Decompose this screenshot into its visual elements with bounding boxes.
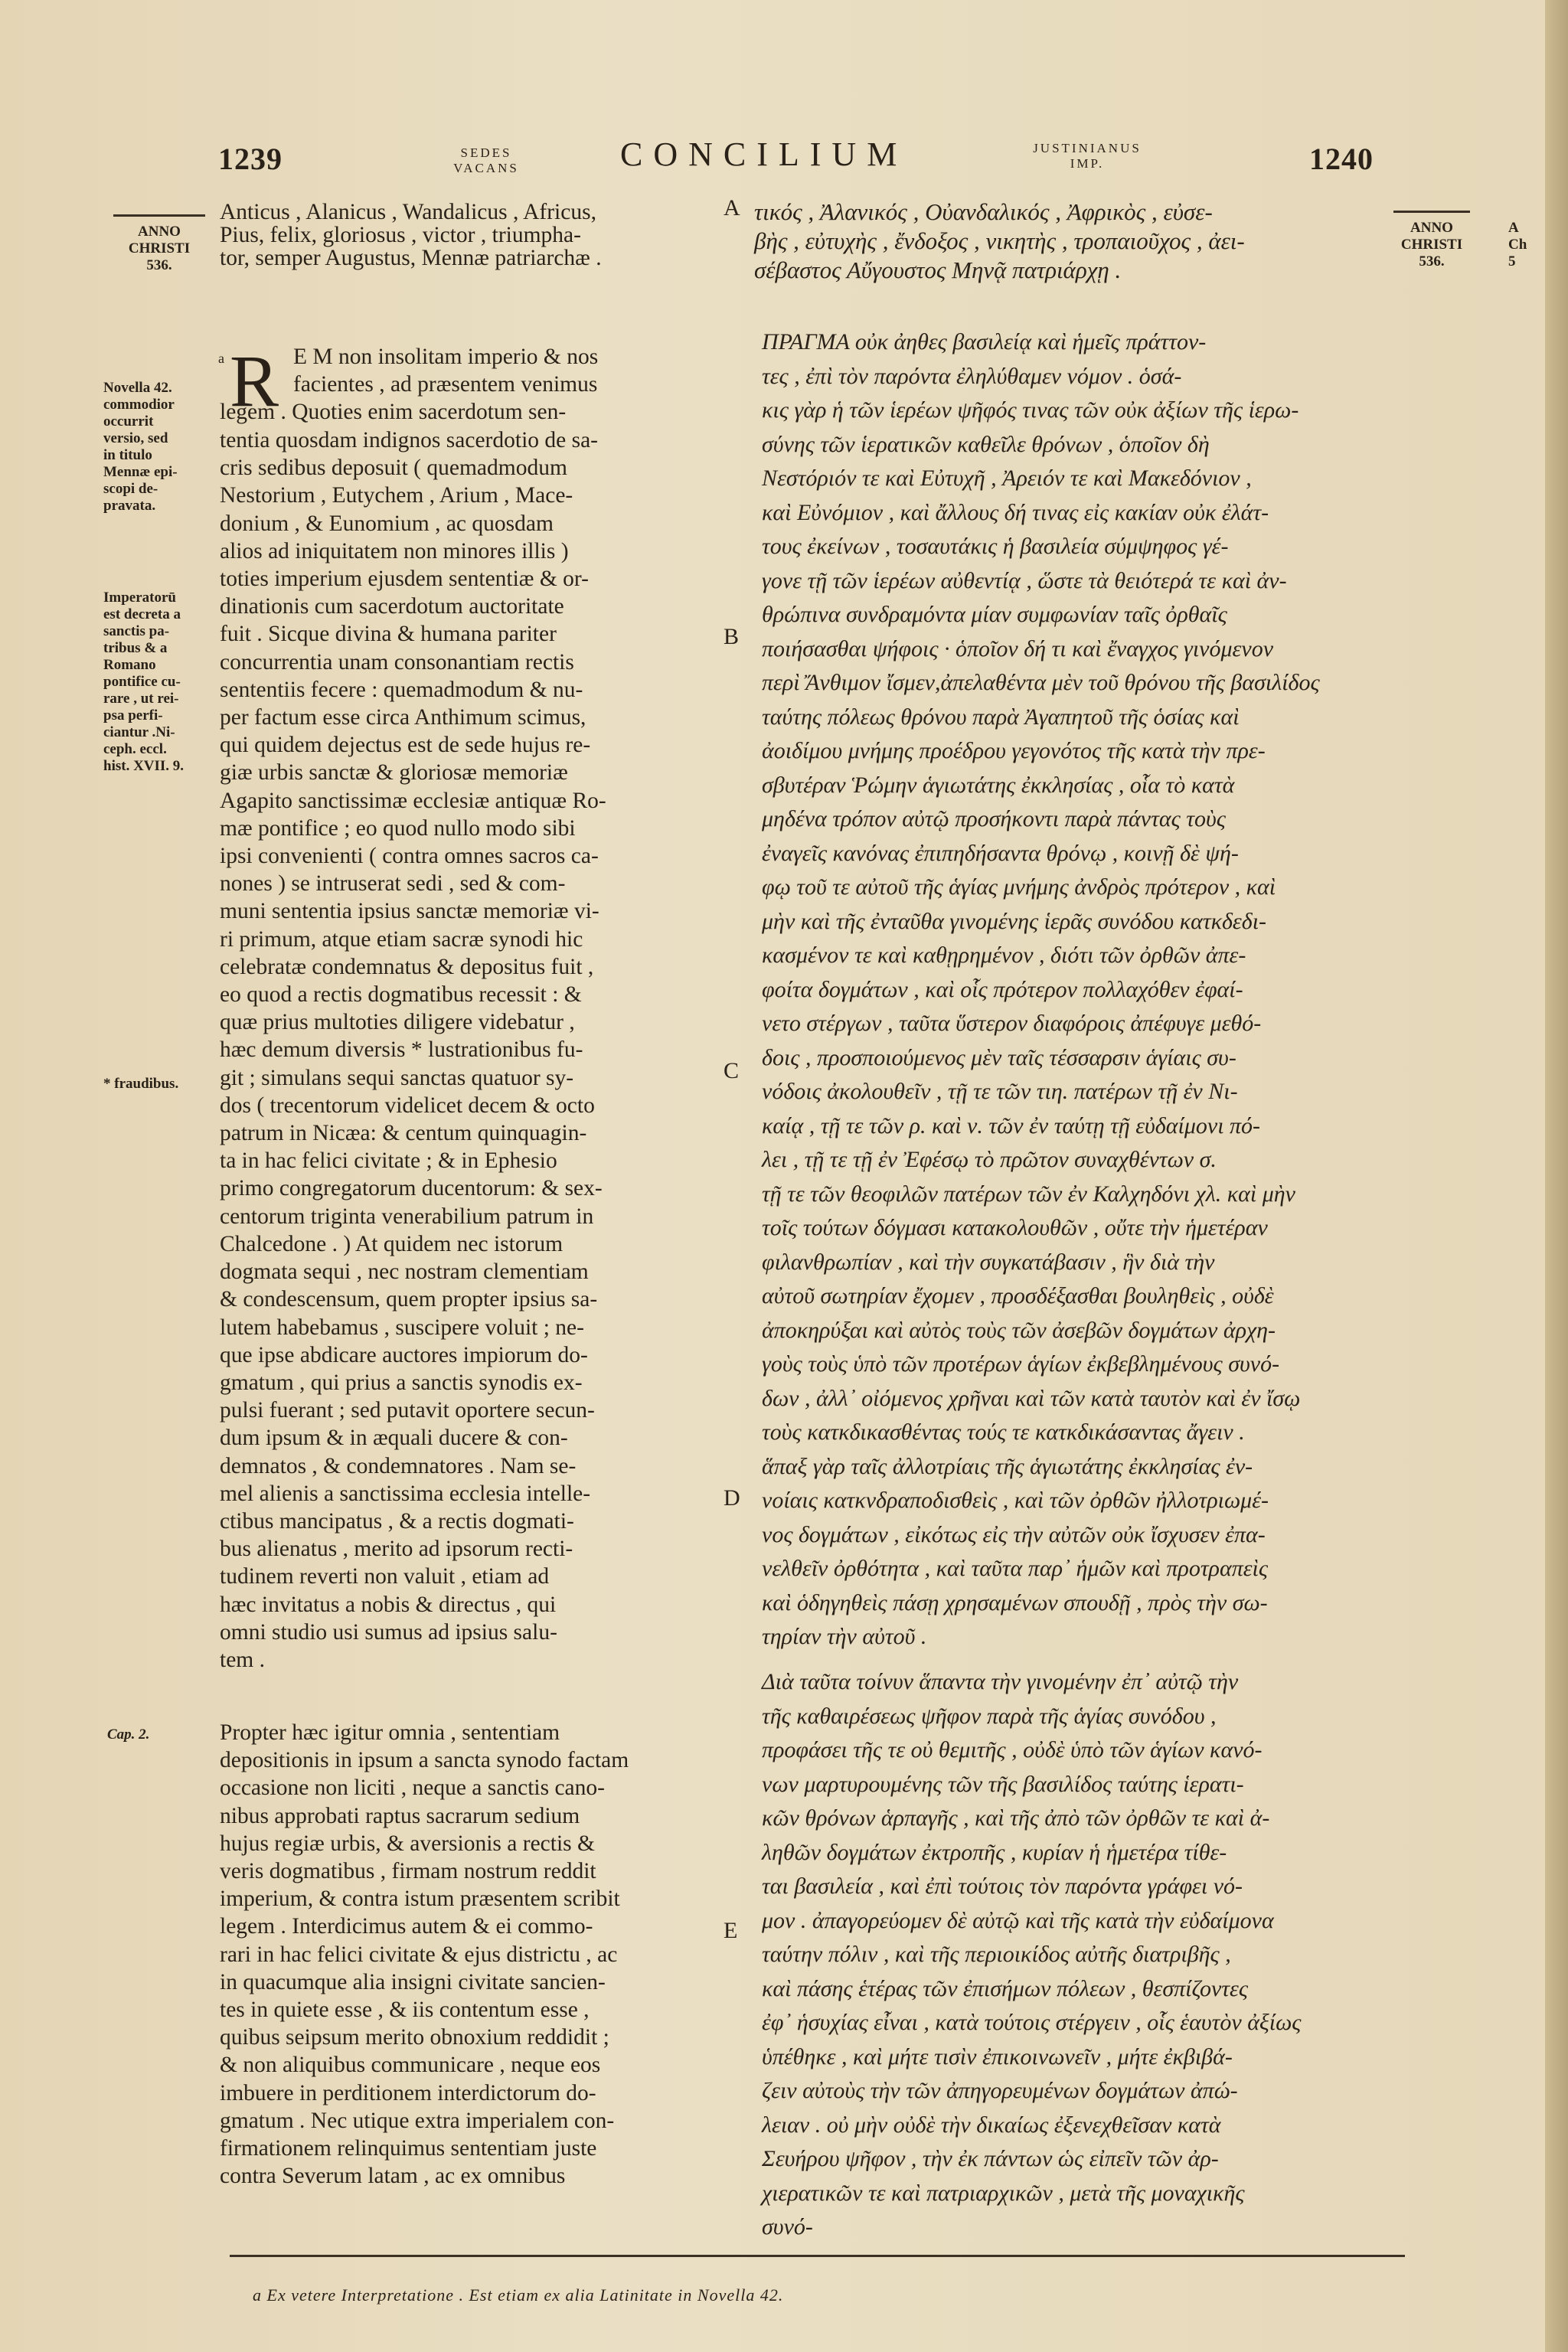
anno-rule-right [1393,211,1470,213]
greek-line: φιλανθρωπίαν , καὶ τὴν συγκατάβασιν , ἣν διὰ τὴν [762,1249,1215,1275]
latin-line: nibus approbati raptus sacrarum sedium [220,1803,580,1828]
greek-line: λει , τῇ τε τῇ ἐν Ἐφέσῳ τὸ πρῶτον συναχθέντων σ. [762,1147,1217,1172]
latin-third-line [220,398,721,426]
greek-line: τους ἐκείνων , τοσαυτάκις ἡ βασιλεία σύμψηφος γέ- [762,534,1229,559]
margin-note-imperator [103,590,214,775]
edge-line: 5 [1508,253,1516,270]
margin-note-line: Romano [103,657,156,673]
greek-line: νελθεῖν ὀρθότητα , καὶ ταῦτα παρ᾽ ἡμῶν καὶ προτραπεὶς [762,1556,1269,1581]
drop-cap: R [230,340,279,422]
greek-line: θρώπινα συνδραμόντα μίαν συμφωνίαν ταῖς ὀρθαῖς [762,602,1227,627]
latin-line: ta in hac felici civitate ; & in Ephesio [220,1148,557,1174]
latin-line: firmationem relinquimus sententiam juste [220,2136,597,2161]
greek-line: καὶ ὁδηγηθεὶς πάσῃ χρησαμένων σπουδῇ , πρὸς τὴν σω- [762,1589,1268,1615]
edge-line: A [1508,220,1519,236]
greek-title-block [754,198,1390,285]
latin-line: in quacumque alia insigni civitate sancien- [220,1969,606,1994]
margin-note-line: scopi de- [103,481,158,497]
margin-note-line: Mennæ epi- [103,464,178,480]
latin-body-paragraph-2 [220,1719,725,2190]
latin-line: occasione non liciti , neque a sanctis cano- [220,1775,605,1801]
anno-label: ANNO [138,224,181,240]
footnote-text: a Ex vetere Interpretatione . Est etiam ex alia Latinitate in Novella 42. [253,2285,784,2305]
greek-title-line: βὴς , εὐτυχὴς , ἔνδοξος , νικητὴς , τροπαιοῦχος , ἀει- [754,227,1245,254]
latin-line: facientes , ad præsentem venimus [293,372,598,397]
right-page-number: 1240 [1309,142,1374,176]
margin-note-line: ciantur .Ni- [103,724,175,740]
greek-line: ἅπαξ γὰρ ταῖς ἀλλοτρίαις τῆς ἁγιωτάτης ἐκκλησίας ἐν- [762,1453,1253,1479]
latin-line: Propter hæc igitur omnia , sententiam [220,1720,560,1745]
anno-edge-fragment [1508,220,1539,270]
justinianus-label: JUSTINIANUS [1033,141,1142,155]
vacans-label: VACANS [453,161,519,175]
latin-line: fuit . Sicque divina & humana pariter [220,622,557,647]
section-letter-e: E [724,1918,738,1943]
greek-line: κασμένον τε καὶ καθῃρημένον , διότι τῶν ὀρθῶν ἀπε- [762,942,1246,968]
latin-line: tes in quiete esse , & iis contentum esse , [220,1998,590,2023]
greek-line: νοίαις κατκνδραποδισθεὶς , καὶ τῶν ὀρθῶν ἠλλοτριωμέ- [762,1488,1269,1513]
margin-note-line: tribus & a [103,640,168,656]
greek-body [762,325,1397,1655]
greek-line: μον . ἀπαγορεύομεν δὲ αὐτῷ καὶ τῆς κατὰ τὴν εὐδαίμονα [762,1907,1274,1933]
greek-line: νος δογμάτων , εἰκότως εἰς τὴν αὐτῶν οὐκ ἴσχυσεν ἐπα- [762,1521,1266,1547]
emperor-heading [1022,141,1152,172]
section-letter-a: A [724,195,740,220]
latin-line: celebratæ condemnatus & depositus fuit , [220,954,594,979]
latin-line: veris dogmatibus , firmam nostrum reddit [220,1859,596,1884]
greek-line: ἀποκηρύξαι καὶ αὐτὸς τοὺς τῶν ἀσεβῶν δογμάτων ἀρχη- [762,1317,1276,1343]
footnote-marker: a [218,351,224,366]
greek-line: νόδοις ἀκολουθεῖν , τῇ τε τῶν τιη. πατέρων τῇ ἐν Νι- [762,1079,1238,1104]
margin-note-line: sanctis pa- [103,623,170,639]
greek-line: σβυτέραν Ῥώμην ἁγιωτάτης ἐκκλησίας , οἷα τὸ κατὰ [762,772,1235,798]
greek-line: τηρίαν τὴν αὐτοῦ . [762,1624,927,1649]
latin-title-block [220,201,710,270]
latin-line: patrum in Nicæa: & centum quinquagin- [220,1121,587,1146]
margin-note-line: pontifice cu- [103,674,181,690]
latin-line: imbuere in perditionem interdictorum do- [220,2080,596,2105]
margin-note-line: Imperatorū [103,590,176,606]
latin-line: gmatum , qui prius a sanctis synodis ex- [220,1370,583,1395]
greek-line: ἐφ᾽ ἡσυχίας εἶναι , κατὰ τούτοις στέργειν , οἷς ἑαυτὸν ἀξίως [762,2010,1302,2035]
sedes-vacans-heading [448,145,524,176]
greek-line: φῳ τοῦ τε αὐτοῦ τῆς ἁγίας μνήμης ἀνδρὸς πρότερον , καὶ [762,874,1276,900]
latin-line: donium , & Eunomium , ac quosdam [220,511,554,536]
christi-label: CHRISTI [128,240,191,256]
christi-label: CHRISTI [1400,237,1463,253]
latin-line: hæc demum diversis * lustrationibus fu- [220,1037,583,1063]
greek-line: περὶ Ἄνθιμον ἴσμεν,ἀπελαθέντα μὲν τοῦ θρόνου τῆς βασιλίδος [762,670,1320,695]
margin-note-line: pravata. [103,498,156,514]
margin-note-novella [103,380,214,514]
greek-line: τοῖς τούτων δόγμασι κατακολουθῶν , οὔτε τὴν ἡμετέραν [762,1215,1268,1240]
latin-line: eo quod a rectis dogmatibus recessit : & [220,982,582,1008]
margin-note-line: rare , ut rei- [103,691,179,707]
latin-line: imperium, & contra istum præsentem scribit [220,1886,620,1912]
greek-line: γοὺς τοὺς ὑπὸ τῶν προτέρων ἁγίων ἐκβεβλημένους συνό- [762,1351,1280,1377]
section-letter-d: D [724,1485,740,1511]
greek-line: ζειν αὐτοὺς τὴν τῶν ἀπηγορευμένων δογμάτων ἀπώ- [762,2078,1238,2103]
latin-line: sententiis fecere : quemadmodum & nu- [220,677,583,702]
latin-line: tem . [220,1647,265,1672]
greek-line: Σευήρου ψῆφον , τὴν ἐκ πάντων ὡς εἰπεῖν τῶν ἀρ- [762,2146,1219,2171]
latin-title-line: tor, semper Augustus, Mennæ patriarchæ . [220,246,602,270]
greek-line: ταύτην πόλιν , καὶ τῆς περιοικίδος αὐτῆς διατριβῆς , [762,1942,1231,1967]
greek-line: δων , ἀλλ᾽ οἰόμενος χρῆναι καὶ τῶν κατὰ ταυτὸν καὶ ἐν ἴσῳ [762,1385,1301,1411]
book-spine-edge [1545,0,1568,2352]
margin-note-fraudibus: * fraudibus. [103,1076,179,1092]
latin-line: demnatos , & condemnatores . Nam se- [220,1453,577,1478]
greek-line: τοὺς κατκδικασθέντας τούς τε κατκδικάσαντας ἄγειν . [762,1419,1245,1445]
left-page-number: 1239 [218,142,283,176]
greek-line: μηδένα τρόπον αὐτῷ προσήκοντι παρὰ πάντας τοὺς [762,806,1226,831]
greek-line: αὐτοῦ σωτηρίαν ἔχομεν , προσδέξασθαι βουληθεὶς , οὐδὲ [762,1283,1274,1308]
latin-opening-lines [293,343,722,398]
greek-line: τῇ τε τῶν θεοφιλῶν πατέρων τῶν ἐν Καλχηδόνι χλ. καὶ μὴν [762,1181,1295,1207]
margin-note-line: in titulo [103,447,152,463]
margin-note-line: est decreta a [103,606,181,622]
latin-line: ipsi convenienti ( contra omnes sacros ca- [220,844,599,869]
latin-line: quibus seipsum merito obnoxium reddidit ; [220,2025,609,2050]
greek-body-paragraph-2 [762,1665,1397,2245]
section-letter-b: B [724,624,740,649]
margin-note-cap: Cap. 2. [107,1726,150,1743]
latin-line: lutem habebamus , suscipere voluit ; ne- [220,1315,584,1340]
greek-line: τες , ἐπὶ τὸν παρόντα ἐληλύθαμεν νόμον . ὁσά- [762,363,1182,389]
year-label: 536. [146,257,172,273]
latin-line: alios ad iniquitatem non minores illis ) [220,538,569,564]
latin-line: Agapito sanctissimæ ecclesiæ antiquæ Ro- [220,788,606,813]
anno-rule-left [113,214,205,217]
latin-line: que ipse abdicare auctores impiorum do- [220,1342,588,1367]
latin-line: quæ prius multoties diligere videbatur , [220,1010,575,1035]
anno-label: ANNO [1410,220,1453,236]
year-label: 536. [1419,253,1445,270]
margin-note-line: psa perfi- [103,707,163,724]
page-title: CONCILIUM [620,136,908,173]
latin-line: per factum esse circa Anthimum scimus, [220,705,586,730]
latin-line: legem . Quoties enim sacerdotum sen- [220,400,567,424]
margin-note-line: hist. XVII. 9. [103,758,185,774]
greek-line: κῶν θρόνων ἁρπαγῆς , καὶ τῆς ἀπὸ τῶν ὀρθῶν τε καὶ ἀ- [762,1805,1270,1831]
greek-line: γονε τῇ τῶν ἱερέων αὐθεντίᾳ , ὥστε τὰ θειότερά τε καὶ ἀν- [762,567,1287,593]
latin-line: tudinem reverti non valuit , etiam ad [220,1564,550,1589]
greek-line: καὶ πάσης ἑτέρας τῶν ἐπισήμων πόλεων , θεσπίζοντες [762,1975,1248,2001]
greek-line: Διὰ ταῦτα τοίνυν ἅπαντα τὴν γινομένην ἐπ᾽ αὐτῷ τὴν [762,1669,1239,1694]
greek-line: χιερατικῶν τε καὶ πατριαρχικῶν , μετὰ τῆς μοναχικῆς [762,2180,1245,2206]
greek-line: ἐναγεῖς κανόνας ἐπιπηδήσαντα θρόνῳ , κοινῇ δὲ ψή- [762,840,1239,866]
greek-line: ΠΡΑΓΜΑ οὐκ ἀηθες βασιλείᾳ καὶ ἡμεῖς πράττον- [762,329,1207,354]
greek-line: ἀοιδίμου μνήμης προέδρου γεγονότος τῆς κατὰ τὴν πρε- [762,738,1266,763]
greek-line: ὑπέθηκε , καὶ μήτε τισὶν ἐπικοινωνεῖν , μήτε ἐκβιβά- [762,2043,1233,2069]
margin-note-line: versio, sed [103,430,168,446]
latin-line: rari in hac felici civitate & ejus districtu , ac [220,1942,618,1967]
latin-line: tentia quosdam indignos sacerdotio de sa- [220,428,599,452]
latin-line: ctibus mancipatus , & a rectis dogmati- [220,1508,574,1534]
latin-line: gmatum . Nec utique extra imperialem con- [220,2108,615,2133]
latin-line: primo congregatorum ducentorum: & sex- [220,1176,603,1201]
edge-line: Ch [1508,237,1527,253]
latin-line: concurrentia unam consonantiam rectis [220,649,574,675]
latin-line: dinationis cum sacerdotum auctoritate [220,594,564,619]
latin-line: hæc invitatus a nobis & directus , qui [220,1592,557,1617]
latin-line: dogmata sequi , nec nostram clementiam [220,1259,589,1285]
latin-line: cris sedibus deposuit ( quemadmodum [220,456,567,481]
anno-christi-right [1390,220,1474,270]
latin-title-line: Anticus , Alanicus , Wandalicus , Africus, [220,200,596,224]
latin-line: depositionis in ipsum a sancta synodo factam [220,1748,629,1773]
latin-line: dos ( trecentorum videlicet decem & octo [220,1093,595,1118]
greek-line: μὴν καὶ τῆς ἐνταῦθα γινομένης ἱερᾶς συνόδου κατκδεδι- [762,908,1267,934]
margin-note-line: Novella 42. [103,380,172,396]
latin-line: ri primum, atque etiam sacræ synodi hic [220,926,583,952]
latin-line: centorum triginta venerabilium patrum in [220,1204,594,1229]
greek-line: προφάσει τῆς τε οὐ θεμιτῆς , οὐδὲ ὑπὸ τῶν ἁγίων κανό- [762,1737,1263,1762]
margin-note-line: occurrit [103,413,154,430]
latin-line: E M non insolitam imperio & nos [293,345,599,369]
latin-line: giæ urbis sanctæ & gloriosæ memoriæ [220,760,568,786]
greek-line: ταύτης πόλεως θρόνου παρὰ Ἀγαπητοῦ τῆς ὁσίας καὶ [762,704,1240,730]
latin-line: legem . Interdicimus autem & ei commo- [220,1914,593,1939]
greek-line: κις γὰρ ἡ τῶν ἱερέων ψῆφός τινας τῶν οὐκ ἀξίων τῆς ἱερω- [762,397,1299,423]
latin-line: qui quidem dejectus est de sede hujus re- [220,733,591,758]
greek-line: ποιήσασθαι ψήφοις · ὁποῖον δή τι καὶ ἔναγχος γινόμενον [762,635,1274,662]
greek-line: δοις , προσποιούμενος μὲν ταῖς τέσσαρσιν ἁγίαις συ- [762,1044,1236,1070]
section-letter-c: C [724,1058,740,1083]
latin-title-line: Pius, felix, gloriosus , victor , triumpha- [220,223,581,247]
anno-christi-left [113,224,205,274]
sedes-label: SEDES [460,145,512,160]
latin-line: contra Severum latam , ac ex omnibus [220,2164,566,2189]
margin-note-line: commodior [103,397,175,413]
latin-line: pulsi fuerant ; sed putavit oportere secun- [220,1398,595,1423]
greek-line: νετο στέργων , ταῦτα ὕστερον διαφόροις ἀπέφυγε μεθό- [762,1011,1262,1036]
greek-line: καίᾳ , τῇ τε τῶν ρ. καὶ ν. τῶν ἐν ταύτῃ τῇ εὐδαίμονι πό- [762,1112,1261,1138]
latin-line: & non aliquibus communicare , neque eos [220,2053,601,2078]
latin-line: Chalcedone . ) At quidem nec istorum [220,1231,564,1256]
greek-line: καὶ Εὐνόμιον , καὶ ἄλλους δή τινας εἰς κακίαν οὐκ ἐλάτ- [762,499,1269,525]
greek-title-line: τικός , Ἀλανικός , Οὐανδαλικός , Ἀφρικὸς , εὐσε- [754,198,1213,225]
latin-line: git ; simulans sequi sanctas quatuor sy- [220,1065,574,1090]
greek-line: συνό- [762,2214,813,2239]
greek-line: σύνης τῶν ἱερατικῶν καθεῖλε θρόνων , ὁποῖον δὴ [762,431,1210,457]
imp-label: IMP. [1070,156,1105,171]
latin-line: nones ) se intruserat sedi , sed & com- [220,871,566,897]
latin-line: bus alienatus , merito ad ipsorum recti- [220,1537,573,1562]
latin-line: toties imperium ejusdem sententiæ & or- [220,567,589,592]
greek-title-line: σέβαστος Αὔγουστος Μηνᾷ πατριάρχῃ . [754,256,1122,283]
latin-line: hujus regiæ urbis, & aversionis a rectis & [220,1831,595,1856]
greek-line: ται βασιλεία , καὶ ἐπὶ τούτοις τὸν παρόντα γράφει νό- [762,1873,1243,1899]
latin-line: & condescensum, quem propter ipsius sa- [220,1287,598,1312]
greek-line: φοίτα δογμάτων , καὶ οἷς πρότερον πολλαχόθεν ἐφαί- [762,976,1243,1002]
latin-line: muni sententia ipsius sanctæ memoriæ vi- [220,899,599,924]
latin-line: mæ pontifice ; eo quod nullo modo sibi [220,815,576,841]
margin-note-line: ceph. eccl. [103,741,167,757]
latin-line: omni studio usi sumus ad ipsius salu- [220,1619,557,1645]
latin-line: Nestorium , Eutychem , Arium , Mace- [220,483,573,508]
footnote-rule [230,2255,1405,2257]
greek-line: τῆς καθαιρέσεως ψῆφον παρὰ τῆς ἁγίας συνόδου , [762,1703,1217,1729]
greek-line: λειαν . οὐ μὴν οὐδὲ τὴν δικαίως ἐξενεχθεῖσαν κατὰ [762,2112,1221,2138]
latin-body [220,426,725,1674]
greek-line: νων μαρτυρουμένης τῶν τῆς βασιλίδος ταύτης ἱερατι- [762,1771,1244,1797]
greek-line: ληθῶν δογμάτων ἐκτροπῆς , κυρίαν ἡ ἡμετέρα τίθε- [762,1839,1227,1865]
latin-line: dum ipsum & in æquali ducere & con- [220,1426,568,1451]
latin-line: mel alienis a sanctissima ecclesia intelle- [220,1481,591,1506]
greek-line: Νεστόριόν τε καὶ Εὐτυχῆ , Ἀρειόν τε καὶ Μακεδόνιον , [762,466,1252,491]
